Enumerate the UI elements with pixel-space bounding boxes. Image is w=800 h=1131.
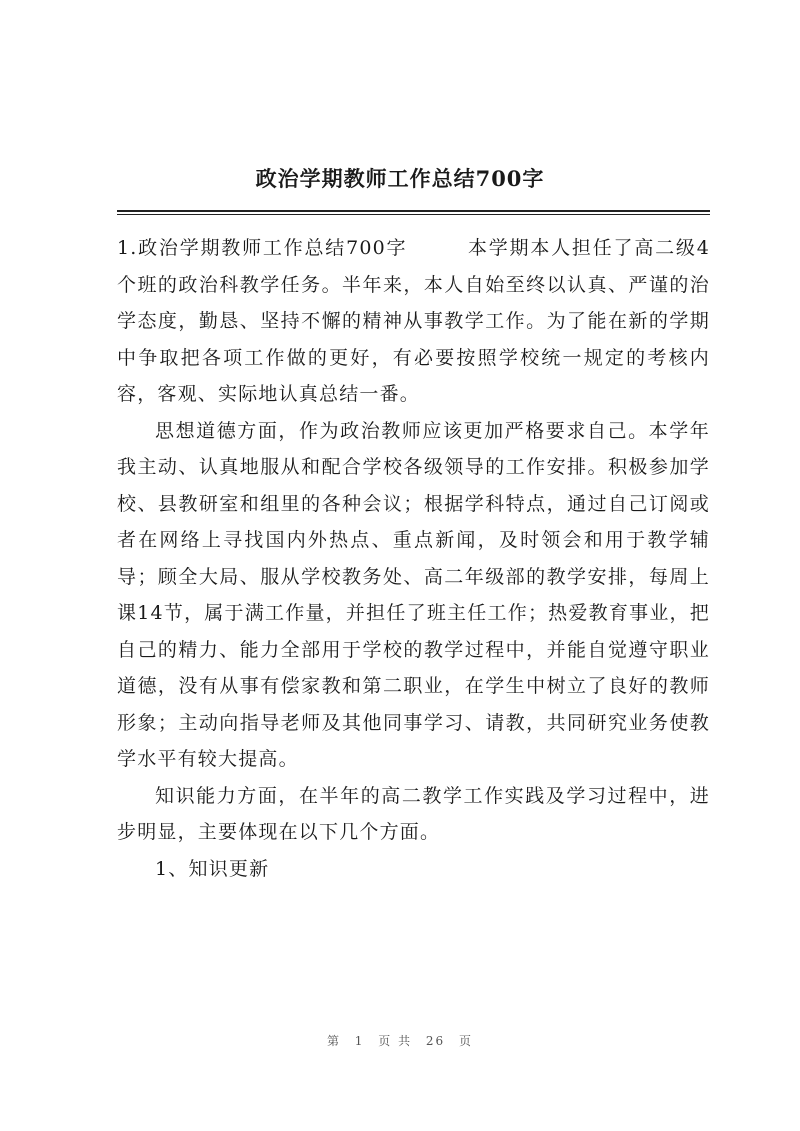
current-page-number: 1 — [354, 1034, 365, 1048]
footer-label-pages: 页 — [459, 1034, 474, 1048]
document-title: 政治学期教师工作总结700字 — [255, 166, 545, 191]
total-page-count: 26 — [425, 1034, 446, 1048]
document-body — [117, 230, 710, 887]
title-divider — [117, 210, 710, 212]
footer-label-page: 第 — [326, 1034, 341, 1048]
paragraph-2: 思想道德方面，作为政治教师应该更加严格要求自己。本学年我主动、认真地服从和配合学校各级领导的工作安排。积极参加学校、县教研室和组里的各种会议；根据学科特点，通过自己订阅或者在网络上寻找国内外热点、重点新闻，及时领会和用于教学辅导；顾全大局、服从学校教务处、高二年级部的教学安排，每周上课14节，属于满工作量，并担任了班主任工作；热爱教育事业，把自己的精力、能力全部用于学校的教学过程中，并能自觉遵守职业道德，没有从事有偿家教和第二职业，在学生中树立了良好的教师形象；主动向指导老师及其他同事学习、请教，共同研究业务使教学水平有较大提高。 — [117, 419, 710, 770]
paragraph-4: 1、知识更新 — [155, 857, 270, 880]
footer-label-of: 页 共 — [378, 1034, 413, 1048]
paragraph-1 — [117, 230, 710, 413]
paragraph-3: 知识能力方面，在半年的高二教学工作实践及学习过程中，进步明显，主要体现在以下几个方面。 — [117, 784, 710, 843]
section-heading: 1.政治学期教师工作总结700字 — [117, 237, 408, 259]
page-footer — [0, 1032, 800, 1049]
paragraph-text: 本学期本人担任了高二级4个班的政治科教学任务。半年来，本人自始至终以认真、严谨的治学态度，勤恳、坚持不懈的精神从事教学工作。为了能在新的学期中争取把各项工作做的更好，有必要按照学校统一规定的考核内容，客观、实际地认真总结一番。 — [117, 237, 711, 405]
